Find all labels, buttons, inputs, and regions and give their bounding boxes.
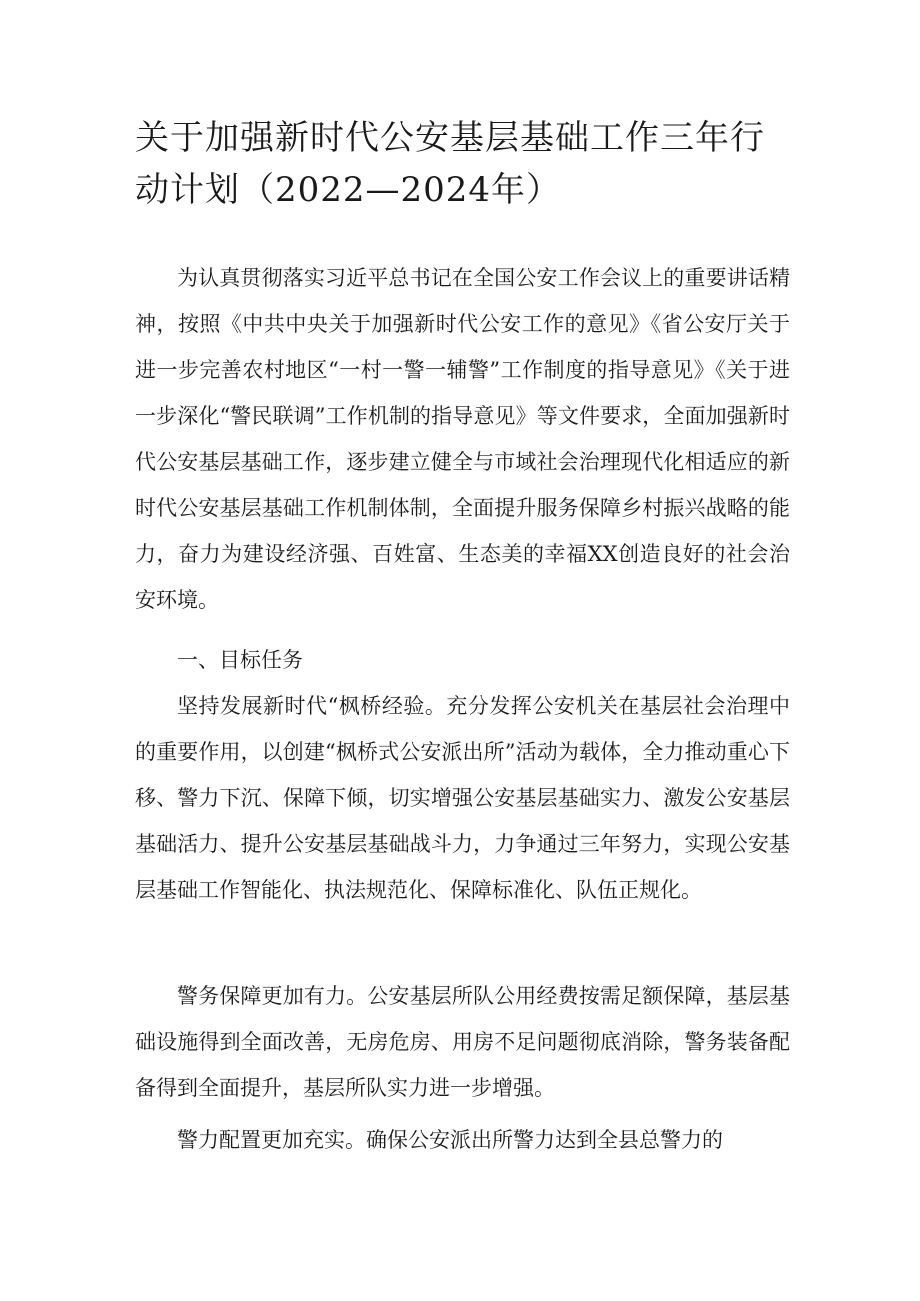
- staffing-paragraph: 警力配置更加充实。确保公安派出所警力达到全县总警力的: [177, 1128, 723, 1152]
- intro-paragraph: 为认真贯彻落实习近平总书记在全国公安工作会议上的重要讲话精神，按照《中共中央关于加强新时代公安工作的意见》《省公安厅关于进一步完善农村地区“一村一警一辅警”工作制度的指导意见》《关于进一步深化“警民联调”工作机制的指导意见》等文件要求，全面加强新时代公安基层基础工作，逐步建立健全与市域社会治理现代化相适应的新时代公安基层基础工作机制体制，全面提升服务保障乡村振兴战略的能力，奋力为建设经济强、百姓富、生态美的幸福XX创造良好的社会治安环境。: [135, 266, 790, 612]
- support-paragraph: 警务保障更加有力。公安基层所队公用经费按需足额保障，基层基础设施得到全面改善，无房危房、用房不足问题彻底消除，警务装备配备得到全面提升，基层所队实力进一步增强。: [135, 984, 790, 1100]
- goal-paragraph: 坚持发展新时代“枫桥经验。充分发挥公安机关在基层社会治理中的重要作用，以创建“枫桥式公安派出所”活动为载体，全力推动重心下移、警力下沉、保障下倾，切实增强公安基层基础实力、激发公安基层基础活力、提升公安基层基础战斗力，力争通过三年努力，实现公安基层基础工作智能化、执法规范化、保障标准化、队伍正规化。: [135, 694, 790, 902]
- section-heading: 一、目标任务: [177, 648, 303, 672]
- document-title: 关于加强新时代公安基层基础工作三年行动计划（2022—2024年）: [135, 118, 765, 210]
